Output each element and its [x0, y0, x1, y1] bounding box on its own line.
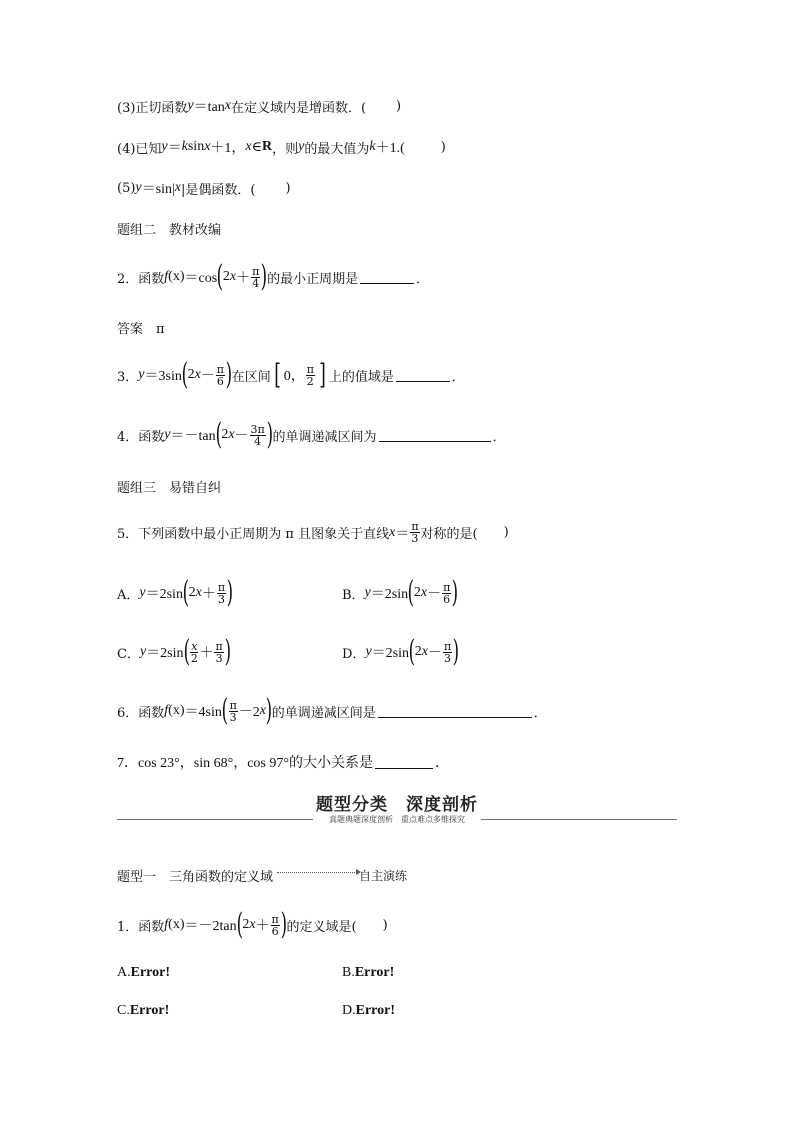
choice-b-letter: B.: [342, 965, 355, 980]
choice-d-text: Error!: [355, 1003, 396, 1018]
var-f: f: [164, 917, 169, 932]
group-2-heading: 题组二 教材改编: [117, 223, 222, 238]
close-paren: ): [382, 917, 388, 933]
answer-blank[interactable]: [360, 271, 414, 284]
math-op: ＋: [199, 646, 214, 661]
math-tail: ＋1.(: [375, 141, 405, 156]
math-coef: 2: [187, 367, 195, 382]
arrow-icon: [277, 872, 357, 873]
var-x: x: [204, 139, 211, 154]
question-1: [117, 907, 388, 942]
answer-blank[interactable]: [378, 705, 532, 718]
fraction: [306, 364, 315, 387]
math-op: －: [427, 646, 442, 661]
choice-a[interactable]: [117, 965, 170, 981]
var-y: y: [139, 644, 147, 659]
problem-5-label: 5．下列函数中最小正周期为 π 且图象关于直线: [117, 527, 390, 542]
var-x: x: [224, 98, 231, 113]
question-1-suffix: 的定义域是(: [286, 919, 357, 935]
section-banner-subtitle: 真题典题深度剖析 重点难点多维探究: [329, 815, 465, 824]
denominator: 3: [411, 532, 419, 545]
math-minus: －2: [238, 705, 260, 720]
close-paren: ): [396, 98, 402, 114]
left-paren: (: [221, 693, 228, 728]
math-sin: ＝3sin: [144, 369, 182, 384]
left-paren: (: [216, 259, 224, 294]
statement-3-suffix: 在定义域内是增函数．(: [230, 100, 367, 116]
math-sin: ＝2sin: [371, 646, 409, 661]
fraction: [442, 582, 451, 605]
problem-3-suffix: 上的值域是: [328, 369, 394, 385]
fraction: [410, 521, 419, 544]
math-sin: ＝2sin: [370, 587, 409, 602]
banner-rule-right: [481, 819, 677, 820]
choice-c-text: Error!: [129, 1003, 170, 1018]
right-paren: ): [451, 575, 459, 610]
math-coef: 2: [221, 427, 229, 442]
problem-3-mid: 在区间: [231, 369, 271, 385]
var-x: x: [245, 139, 252, 154]
end-mark: ．: [451, 369, 465, 385]
numerator: π: [306, 362, 314, 376]
math-sin: ＝2sin: [145, 587, 183, 602]
close-paren: ): [440, 139, 446, 155]
math-plus: ＋: [255, 919, 270, 934]
var-y: y: [164, 427, 171, 442]
var-x: x: [174, 180, 181, 195]
statement-5: [117, 178, 291, 198]
var-y: y: [187, 98, 194, 113]
left-paren: (: [236, 907, 243, 942]
math-arg: (x): [168, 269, 185, 284]
math-arg: (x): [168, 917, 185, 932]
left-paren: (: [408, 634, 416, 669]
right-paren: ): [226, 575, 234, 610]
fraction: [214, 641, 223, 664]
denominator: 3: [218, 592, 225, 606]
math-eq: ＝tan: [193, 100, 225, 115]
statement-4-prefix: (4)已知: [117, 141, 162, 157]
left-paren: (: [407, 575, 415, 610]
statement-4: [117, 137, 446, 157]
right-paren: ): [280, 907, 287, 942]
denominator: 6: [443, 592, 451, 606]
problem-2-label: 2．函数: [117, 271, 165, 287]
option-d[interactable]: [342, 634, 460, 669]
math-minus: －: [234, 429, 249, 444]
problem-3-label: 3．: [117, 369, 139, 385]
type-1-heading: [117, 866, 407, 885]
var-x: x: [228, 427, 235, 442]
math-sin: sin: [187, 139, 205, 154]
math-coef: 2: [414, 644, 422, 659]
answer-blank[interactable]: [396, 369, 450, 382]
numerator: x: [191, 639, 198, 653]
problem-6: [117, 693, 547, 728]
math-op: －: [427, 587, 442, 602]
math-eq: ＝: [167, 141, 182, 156]
problem-2: [117, 259, 430, 294]
left-paren: (: [215, 417, 222, 452]
fraction: [443, 641, 452, 664]
numerator: 3π: [250, 422, 265, 436]
fraction: [216, 364, 225, 387]
math-coef: 2: [222, 269, 230, 284]
math-minus: －: [200, 369, 215, 384]
option-a[interactable]: [117, 575, 234, 610]
var-y: y: [139, 585, 146, 600]
var-y: y: [298, 139, 305, 154]
type-1-tag: 自主演练: [359, 869, 408, 883]
numerator: π: [443, 639, 452, 653]
type-1-label: 题型一 三角函数的定义域: [117, 870, 274, 885]
var-f: f: [164, 703, 169, 718]
statement-3-prefix: (3)正切函数: [117, 100, 188, 116]
option-c-label: C．: [117, 646, 140, 662]
var-x: x: [420, 585, 428, 600]
var-x: x: [389, 524, 396, 540]
choice-c[interactable]: [117, 1003, 169, 1019]
numerator: π: [252, 264, 260, 278]
var-x: x: [259, 703, 267, 718]
var-y: y: [364, 585, 371, 600]
fraction: [229, 700, 238, 723]
right-paren: ): [266, 417, 273, 452]
choice-c-letter: C.: [117, 1003, 130, 1018]
answer-blank[interactable]: [375, 756, 433, 769]
math-plus: ＋1，: [210, 141, 246, 156]
section-banner: [117, 790, 677, 830]
section-banner-title: 题型分类 深度剖析: [316, 795, 478, 815]
numerator: π: [229, 698, 237, 712]
answer-blank[interactable]: [379, 429, 491, 442]
end-mark: ．: [492, 429, 506, 445]
right-paren: ): [265, 693, 273, 728]
numerator: π: [443, 580, 451, 594]
choice-a-text: Error!: [130, 965, 171, 980]
fraction: [250, 424, 266, 447]
right-paren: ): [224, 634, 231, 669]
numerator: π: [271, 912, 279, 926]
numerator: π: [411, 520, 419, 533]
statement-4-max: 的最大值为: [304, 141, 370, 157]
option-a-label: A．: [117, 587, 140, 603]
math-coef: 2: [188, 585, 196, 600]
denominator: 6: [216, 374, 224, 388]
math-eq: ＝: [395, 526, 410, 542]
fraction: [217, 582, 226, 605]
left-paren: (: [182, 575, 190, 610]
denominator: 4: [252, 276, 260, 290]
option-b-label: B．: [342, 587, 365, 603]
set-r: R: [262, 139, 273, 154]
var-y: y: [161, 139, 168, 154]
math-in: ∈: [251, 139, 263, 155]
problem-6-label: 6．函数: [117, 705, 165, 721]
choice-b-text: Error!: [354, 965, 395, 980]
math-plus: ＋: [236, 271, 251, 286]
problem-7-text: 7．cos 23°，sin 68°，cos 97°的大小关系是: [117, 756, 373, 771]
statement-4-then: ，则: [272, 141, 299, 157]
statement-5-suffix: |是偶函数．(: [181, 182, 256, 198]
var-x: x: [195, 585, 202, 600]
option-c[interactable]: [117, 634, 231, 669]
choice-b[interactable]: [342, 965, 394, 981]
statement-5-prefix: (5): [117, 180, 136, 196]
end-mark: ．: [533, 705, 547, 721]
statement-3: [117, 96, 401, 116]
denominator: 3: [444, 651, 452, 665]
denominator: 2: [306, 374, 314, 388]
var-x: x: [249, 917, 256, 932]
fraction: [251, 266, 260, 289]
problem-5-suffix: 对称的是(: [420, 527, 478, 542]
numerator: π: [217, 580, 226, 594]
math-eq: ＝sin|: [141, 182, 175, 197]
right-bracket: ]: [319, 358, 326, 391]
interval-start: 0，: [283, 369, 305, 384]
math-arg: (x): [168, 703, 185, 718]
math-sin: ＝4sin: [184, 705, 222, 720]
problem-2-suffix: 的最小正周期是: [267, 271, 359, 287]
fraction: [271, 914, 280, 937]
choice-a-letter: A.: [117, 965, 131, 980]
problem-4-suffix: 的单调递减区间为: [272, 429, 377, 445]
var-x: x: [194, 367, 201, 382]
left-bracket: [: [273, 358, 281, 391]
problem-4: [117, 417, 506, 452]
var-f: f: [164, 269, 169, 284]
math-op: ＋: [201, 587, 216, 602]
numerator: π: [215, 639, 223, 653]
left-paren: (: [183, 634, 190, 669]
end-mark: ．: [416, 271, 430, 287]
right-paren: ): [260, 259, 268, 294]
problem-5: [117, 521, 509, 544]
group-3-heading: 题组三 易错自纠: [117, 481, 222, 496]
denominator: 4: [254, 434, 262, 448]
math-sin: ＝2sin: [146, 646, 184, 661]
choice-d[interactable]: [342, 1003, 395, 1019]
var-y: y: [138, 367, 145, 382]
var-k: k: [369, 139, 376, 154]
var-y: y: [365, 644, 372, 659]
close-paren: ): [503, 525, 509, 540]
denominator: 6: [271, 924, 279, 938]
problem-4-label: 4．函数: [117, 429, 165, 445]
problem-6-suffix: 的单调递减区间是: [271, 705, 376, 721]
math-tan: ＝－2tan: [184, 919, 237, 934]
question-1-label: 1．函数: [117, 919, 165, 935]
numerator: π: [216, 362, 225, 376]
right-paren: ): [225, 357, 233, 392]
denominator: 2: [190, 651, 198, 665]
option-d-label: D．: [342, 646, 366, 662]
math-cos: ＝cos: [184, 271, 218, 286]
math-tan: ＝－tan: [170, 429, 216, 444]
fraction: [190, 641, 198, 664]
var-k: k: [181, 139, 188, 154]
denominator: 3: [215, 651, 223, 665]
denominator: 3: [229, 710, 237, 724]
left-paren: (: [181, 357, 188, 392]
option-b[interactable]: [342, 575, 459, 610]
answer-line: 答案 π: [117, 322, 165, 337]
close-paren: ): [285, 180, 291, 196]
var-y: y: [135, 180, 142, 195]
var-x: x: [421, 644, 428, 659]
math-coef: 2: [242, 917, 250, 932]
var-x: x: [229, 269, 237, 284]
choice-d-letter: D.: [342, 1003, 356, 1018]
end-mark: ．: [434, 756, 449, 771]
math-coef: 2: [413, 585, 421, 600]
problem-7: [117, 752, 449, 772]
right-paren: ): [452, 634, 460, 669]
problem-3: [117, 357, 465, 392]
